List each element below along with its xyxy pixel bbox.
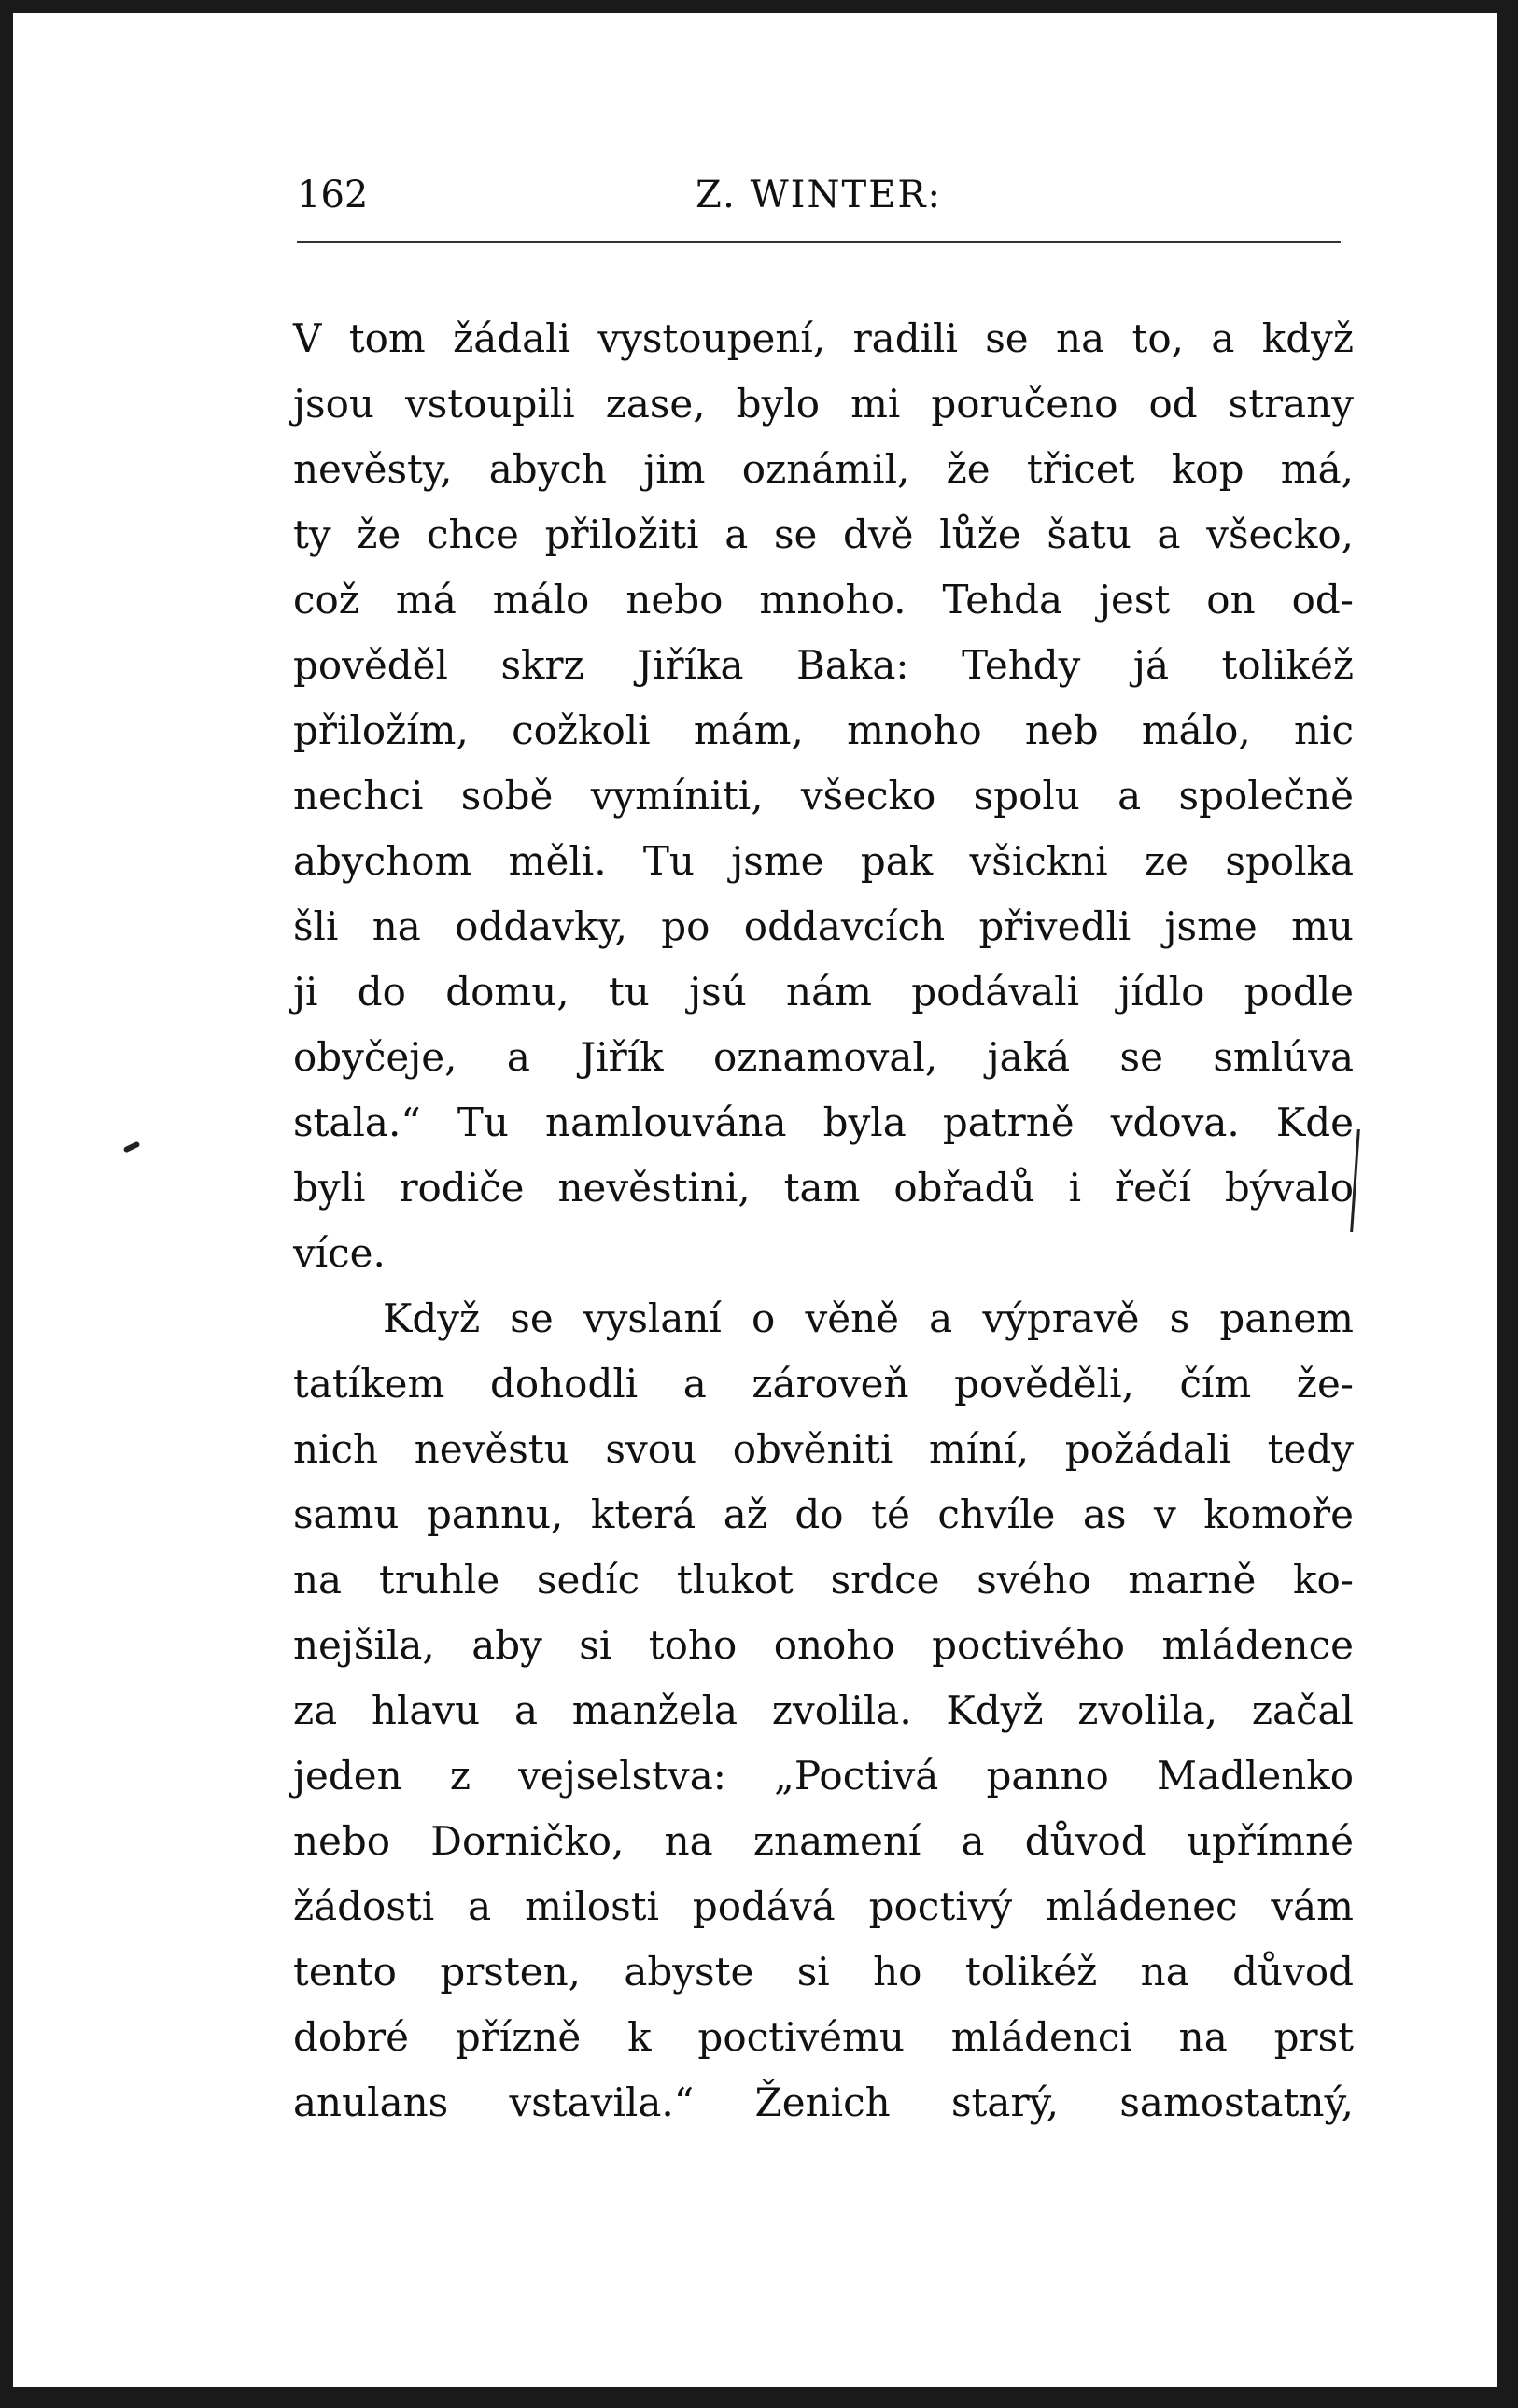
text-line: na truhle sedíc tlukot srdce svého marně ko- (293, 1557, 1354, 1603)
text-line: abychom měli. Tu jsme pak všickni ze spolka (293, 838, 1354, 884)
text-line: tento prsten, abyste si ho tolikéž na důvod (293, 1949, 1354, 1995)
text-line: pověděl skrz Jiříka Baka: Tehdy já tolikéž (293, 642, 1354, 688)
text-line: nechci sobě vymíniti, všecko spolu a společně (293, 773, 1354, 819)
text-line: jsou vstoupili zase, bylo mi poručeno od strany (293, 381, 1354, 427)
text-line: šli na oddavky, po oddavcích přivedli jsme mu (293, 903, 1354, 949)
text-line: tatíkem dohodli a zároveň pověděli, čím že- (293, 1361, 1354, 1407)
text-line: ty že chce přiložiti a se dvě lůže šatu a všecko, (293, 511, 1354, 557)
text-line: Když se vyslaní o věně a výpravě s panem (383, 1295, 1354, 1341)
text-line: což má málo nebo mnoho. Tehda jest on od- (293, 577, 1354, 623)
text-line: přiložím, cožkoli mám, mnoho neb málo, nic (293, 707, 1354, 753)
text-line: byli rodiče nevěstini, tam obřadů i řečí bývalo (293, 1165, 1354, 1211)
text-line: anulans vstavila.“ Ženich starý, samostatný, (293, 2079, 1354, 2125)
text-line: dobré přízně k poctivému mládenci na prst (293, 2014, 1354, 2060)
text-line: žádosti a milosti podává poctivý mládenec vám (293, 1883, 1354, 1929)
running-head: Z. WINTER: (696, 174, 942, 217)
text-line: nich nevěstu svou obvěniti míní, požádali tedy (293, 1426, 1354, 1472)
body-text (293, 306, 1354, 2135)
text-line: více. (293, 1230, 386, 1276)
paragraph-2 (293, 1286, 1354, 2135)
paragraph-1 (293, 306, 1354, 1286)
text-line: nebo Dorničko, na znamení a důvod upřímné (293, 1818, 1354, 1864)
text-line: V tom žádali vystoupení, radili se na to, a když (293, 315, 1354, 361)
page-header (297, 174, 1341, 220)
page-number: 162 (297, 174, 369, 217)
text-line: obyčeje, a Jiřík oznamoval, jaká se smlúva (293, 1034, 1354, 1080)
text-line: nevěsty, abych jim oznámil, že třicet kop má, (293, 446, 1354, 492)
text-line: stala.“ Tu namlouvána byla patrně vdova. Kde (293, 1099, 1354, 1145)
header-rule (297, 241, 1341, 243)
text-line: ji do domu, tu jsú nám podávali jídlo podle (293, 969, 1354, 1015)
text-line: samu pannu, která až do té chvíle as v komoře (293, 1491, 1354, 1537)
text-line: za hlavu a manžela zvolila. Když zvolila, začal (293, 1687, 1354, 1733)
text-line: nejšila, aby si toho onoho poctivého mládence (293, 1622, 1354, 1668)
text-line: jeden z vejselstva: „Poctivá panno Madlenko (293, 1753, 1354, 1799)
